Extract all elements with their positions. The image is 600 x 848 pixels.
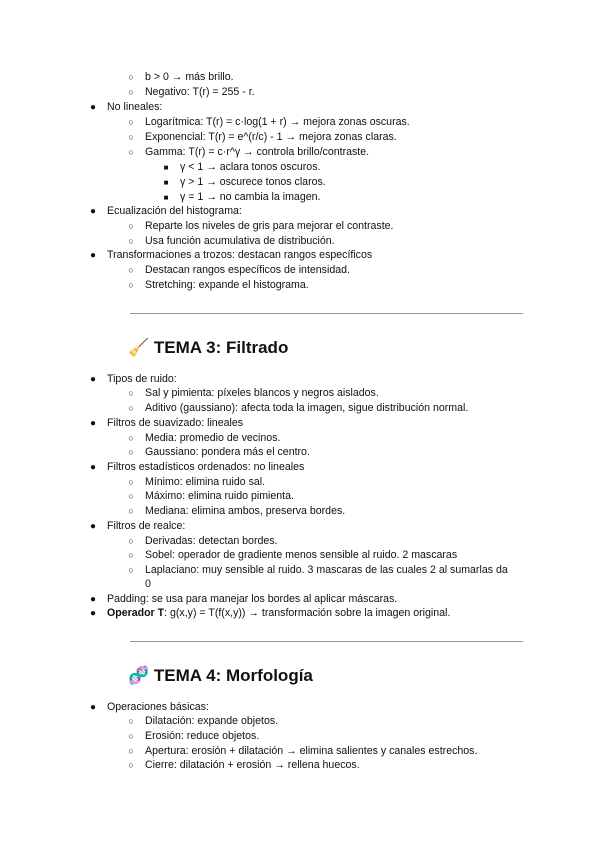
list-item: Padding: se usa para manejar los bordes al aplicar máscaras. [107,593,398,605]
circle-bullet: ○ [128,117,134,127]
list-item: Sal y pimienta: píxeles blancos y negros aislados. [145,387,379,399]
circle-bullet: ○ [128,87,134,97]
circle-bullet: ○ [128,236,134,246]
list-item: b > 0 → más brillo. [145,71,234,83]
list-item: Usa función acumulativa de distribución. [145,235,335,247]
circle-bullet: ○ [128,72,134,82]
circle-bullet: ○ [128,536,134,546]
list-item: Reparte los niveles de gris para mejorar el contraste. [145,220,394,232]
list-item: Mediana: elimina ambos, preserva bordes. [145,505,346,517]
circle-bullet: ○ [128,746,134,756]
disc-bullet: ● [89,374,97,385]
circle-bullet: ○ [128,433,134,443]
operator-label: Operador T [107,607,165,619]
list-item: Cierre: dilatación + erosión → rellena huecos. [145,759,360,771]
list-item: Erosión: reduce objetos. [145,730,260,742]
list-item: Filtros estadísticos ordenados: no lineales [107,461,305,473]
list-item: Operaciones básicas: [107,701,209,713]
circle-bullet: ○ [128,403,134,413]
list-item: Dilatación: expande objetos. [145,715,279,727]
square-bullet: ■ [163,178,169,187]
disc-bullet: ● [89,206,97,217]
list-item: Tipos de ruido: [107,373,177,385]
circle-bullet: ○ [128,147,134,157]
disc-bullet: ● [89,521,97,532]
section-heading [128,337,288,359]
list-item: Gamma: T(r) = c·r^γ → controla brillo/contraste. [145,146,370,158]
circle-bullet: ○ [128,760,134,770]
list-item: Exponencial: T(r) = e^(r/c) - 1 → mejora zonas claras. [145,131,397,143]
circle-bullet: ○ [128,280,134,290]
list-item: Negativo: T(r) = 255 - r. [145,86,255,98]
dna-icon: 🧬 [128,666,150,685]
section-title: TEMA 3: Filtrado [153,338,289,357]
circle-bullet: ○ [128,388,134,398]
list-item: Mínimo: elimina ruido sal. [145,476,266,488]
list-item: Sobel: operador de gradiente menos sensible al ruido. 2 mascaras [145,549,458,561]
list-item: Media: promedio de vecinos. [145,432,281,444]
list-item: γ > 1 → oscurece tonos claros. [180,176,326,188]
circle-bullet: ○ [128,491,134,501]
list-item: No lineales: [107,101,163,113]
disc-bullet: ● [89,102,97,113]
list-item [107,606,450,621]
list-item: Derivadas: detectan bordes. [145,535,278,547]
disc-bullet: ● [89,418,97,429]
circle-bullet: ○ [128,221,134,231]
disc-bullet: ● [89,594,97,605]
list-item: Máximo: elimina ruido pimienta. [145,490,294,502]
list-item-continuation: 0 [145,578,151,590]
disc-bullet: ● [89,250,97,261]
circle-bullet: ○ [128,731,134,741]
circle-bullet: ○ [128,506,134,516]
list-item: Logarítmica: T(r) = c·log(1 + r) → mejora zonas oscuras. [145,116,410,128]
list-item: Stretching: expande el histograma. [145,279,309,291]
list-item: Filtros de realce: [107,520,186,532]
list-item: Aditivo (gaussiano): afecta toda la imagen, sigue distribución normal. [145,402,469,414]
circle-bullet: ○ [128,265,134,275]
list-item: Filtros de suavizado: lineales [107,417,244,429]
list-item: Destacan rangos específicos de intensidad. [145,264,350,276]
list-item: Laplaciano: muy sensible al ruido. 3 mascaras de las cuales 2 al sumarlas da [145,564,508,576]
list-item: γ < 1 → aclara tonos oscuros. [180,161,321,173]
circle-bullet: ○ [128,477,134,487]
section-heading [128,665,313,687]
circle-bullet: ○ [128,565,134,575]
list-item: Transformaciones a trozos: destacan rangos específicos [107,249,373,261]
horizontal-divider [130,641,523,642]
circle-bullet: ○ [128,447,134,457]
list-item: Apertura: erosión + dilatación → elimina salientes y canales estrechos. [145,745,478,757]
square-bullet: ■ [163,163,169,172]
square-bullet: ■ [163,193,169,202]
circle-bullet: ○ [128,716,134,726]
broom-icon: 🧹 [128,338,150,357]
horizontal-divider [130,313,523,314]
circle-bullet: ○ [128,132,134,142]
section-title: TEMA 4: Morfología [153,666,313,685]
list-item: γ = 1 → no cambia la imagen. [180,191,321,203]
list-item: Gaussiano: pondera más el centro. [145,446,310,458]
disc-bullet: ● [89,608,97,619]
circle-bullet: ○ [128,550,134,560]
disc-bullet: ● [89,702,97,713]
operator-text: : g(x,y) = T(f(x,y)) → transformación sobre la imagen original. [164,607,451,619]
list-item: Ecualización del histograma: [107,205,242,217]
disc-bullet: ● [89,462,97,473]
